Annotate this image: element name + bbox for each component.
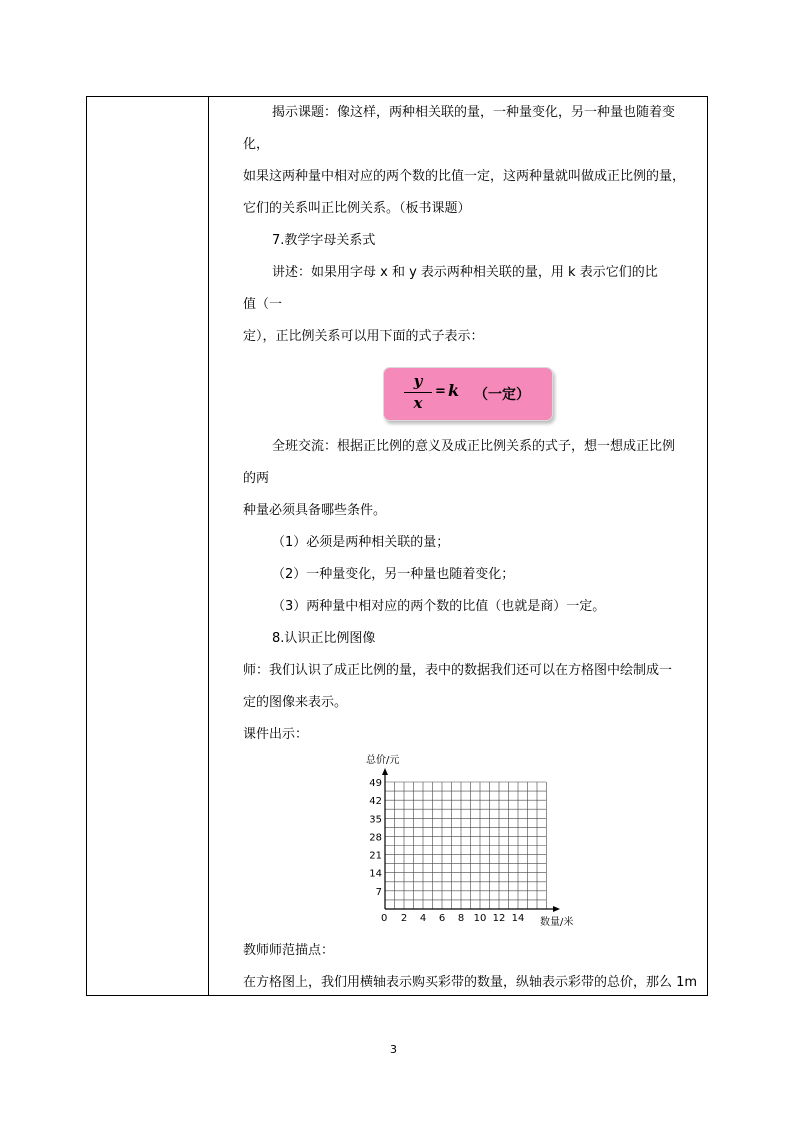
numerator: y [413, 372, 423, 390]
text-line: 它们的关系叫正比例关系。（板书课题） [243, 201, 471, 216]
column-divider [208, 97, 209, 995]
section-heading: 7.教学字母关系式 [272, 233, 376, 248]
y-tick-label: 35 [369, 814, 382, 826]
text-line: 教师师范描点： [243, 943, 335, 958]
text-line: 讲述：如果用字母 x 和 y 表示两种相关联的量，用 k 表示它们的比 [272, 265, 658, 280]
y-tick-label: 42 [369, 796, 382, 808]
grid-lines [385, 782, 547, 909]
x-tick-label: 6 [438, 913, 446, 924]
text-line: 师：我们认识了成正比例的量，表中的数据我们还可以在方格图中绘制成一 [243, 663, 673, 678]
x-axis-label: 数量/米 [540, 917, 574, 928]
y-tick-label: 28 [369, 832, 382, 844]
text-line: 的两 [243, 471, 270, 486]
text-line: 全班交流：根据正比例的意义及成正比例关系的式子，想一想成正比例 [272, 439, 676, 454]
y-tick-label: 14 [369, 868, 382, 880]
text-line: 如果这两种量中相对应的两个数的比值一定，这两种量就叫做成正比例的量， [243, 169, 686, 184]
x-tick-labels [401, 913, 525, 924]
condition-item: （1）必须是两种相关联的量； [272, 535, 450, 550]
text-line: 种量必须具备哪些条件。 [243, 503, 387, 518]
condition-item: （2）一种量变化，另一种量也随着变化； [272, 567, 515, 582]
text-line: 定），正比例关系可以用下面的式子表示： [243, 329, 484, 344]
x-tick-label: 10 [473, 913, 487, 924]
text-line: 化， [243, 137, 270, 152]
equals-sign: = [435, 384, 446, 399]
formula-box [383, 367, 553, 421]
y-tick-labels [369, 778, 382, 898]
x-tick-label: 4 [419, 913, 427, 924]
text-line: 定的图像来表示。 [243, 695, 348, 710]
grid-chart [355, 748, 595, 930]
text-line: 值（一 [243, 297, 283, 312]
y-tick-label: 49 [369, 778, 382, 789]
x-tick-label: 2 [400, 913, 408, 924]
origin-label: 0 [381, 913, 388, 924]
x-tick-label: 14 [511, 913, 525, 924]
x-tick-label: 8 [457, 913, 465, 924]
text-line: 课件出示： [243, 727, 309, 742]
y-axis-arrow [382, 768, 388, 775]
condition-item: （3）两种量中相对应的两个数的比值（也就是商）一定。 [272, 599, 606, 614]
fraction [404, 372, 432, 413]
x-tick-label: 12 [492, 913, 506, 924]
fraction-bar [404, 392, 432, 393]
section-heading: 8.认识正比例图像 [272, 631, 376, 646]
y-tick-label: 21 [369, 850, 382, 862]
y-axis-label: 总价/元 [366, 755, 400, 766]
constant-k: k [448, 381, 460, 400]
text-line: 揭示课题：像这样，两种相关联的量，一种量变化，另一种量也随着变 [272, 105, 676, 120]
y-tick-label: 7 [375, 886, 382, 898]
page-number: 3 [390, 1043, 397, 1056]
denominator: x [413, 394, 423, 412]
x-axis-arrow [553, 906, 560, 912]
text-line: 在方格图上，我们用横轴表示购买彩带的数量，纵轴表示彩带的总价，那么 1m [243, 975, 698, 990]
constant-note: （一定） [474, 387, 530, 403]
